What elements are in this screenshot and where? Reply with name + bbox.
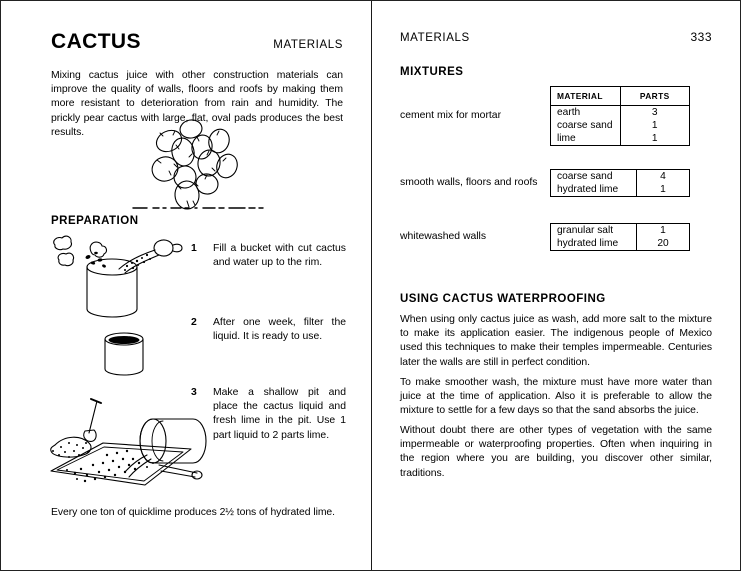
table-row: [551, 119, 690, 132]
bucket-with-cactus-and-water-illustration: [47, 233, 189, 319]
quicklime-caption: Every one ton of quicklime produces 2½ tons of hydrated lime.: [51, 507, 336, 518]
mixture-table: [550, 169, 690, 197]
step-2-text: After one week, filter the liquid. It is ready to use.: [213, 317, 346, 343]
cell-material: coarse sand: [557, 171, 613, 182]
running-head-left: MATERIALS: [273, 39, 343, 51]
cell-material: hydrated lime: [557, 238, 619, 249]
intro-paragraph: Mixing cactus juice with other construction materials can improve the quality of walls, floors and roofs by making them more resistant to deterioration from rain and humidity. The prickly pear cactus with large, flat, oval pads produces the best results.: [51, 70, 343, 138]
using-cactus-waterproofing-heading: USING CACTUS WATERPROOFING: [400, 293, 606, 305]
table-row: [551, 170, 690, 184]
mixture-table: [550, 223, 690, 251]
using-paragraph-1: When using only cactus juice as wash, add more salt to the mixture to make its application easier. The indigenous people of Mexico used this techniques to make their temples impermeable. Centuries later the walls are still in perfect condition.: [400, 314, 712, 368]
cell-parts: 1: [637, 224, 690, 238]
mixture-label: cement mix for mortar: [400, 109, 502, 121]
mixture-table-body: [551, 170, 690, 197]
right-page-header: [400, 31, 712, 45]
two-page-spread: [1, 1, 741, 571]
left-page-header: [51, 31, 343, 52]
cell-material: earth: [557, 107, 581, 118]
table-header-row: [551, 87, 690, 106]
table-row: [551, 224, 690, 238]
cell-parts: 4: [637, 170, 690, 184]
step-1-text: Fill a bucket with cut cactus and water up to the rim.: [213, 243, 346, 269]
bucket-with-filtered-liquid-illustration: [96, 329, 166, 381]
cell-parts: 1: [620, 132, 690, 146]
step-3-number: 3: [191, 387, 197, 398]
cell-material: coarse sand: [557, 120, 613, 131]
table-row: [551, 183, 690, 197]
cell-parts: 3: [620, 106, 690, 120]
preparation-heading: PREPARATION: [51, 215, 139, 227]
mixture-block-cement-mix: [400, 86, 714, 146]
mixture-label: smooth walls, floors and roofs: [400, 176, 538, 188]
step-1-number: 1: [191, 243, 197, 254]
mixture-table: [550, 86, 690, 146]
column-header-parts: PARTS: [620, 87, 690, 106]
page-number: 333: [690, 30, 712, 44]
step-2: [191, 316, 346, 344]
step-3: [191, 386, 346, 443]
mixture-table-body: [551, 106, 690, 146]
mixture-label: whitewashed walls: [400, 230, 487, 242]
table-row: [551, 106, 690, 120]
step-1: [191, 242, 346, 270]
cell-parts: 1: [637, 183, 690, 197]
cell-material: granular salt: [557, 225, 614, 236]
cell-parts: 20: [637, 237, 690, 251]
mixture-block-whitewashed-walls: [400, 223, 714, 251]
step-3-text: Make a shallow pit and place the cactus liquid and fresh lime in the pit. Use 1 part liquid to 2 parts lime.: [213, 387, 346, 441]
table-row: [551, 237, 690, 251]
page-title: CACTUS: [51, 30, 141, 53]
cell-material: hydrated lime: [557, 184, 619, 195]
cell-material: lime: [557, 133, 576, 144]
right-page: [372, 1, 741, 571]
mixture-table-body: [551, 224, 690, 251]
cell-parts: 1: [620, 119, 690, 132]
mixtures-heading: MIXTURES: [400, 66, 464, 78]
prickly-pear-cactus-illustration: [119, 119, 279, 211]
running-head-right: MATERIALS: [400, 32, 470, 44]
using-paragraph-2: To make smoother wash, the mixture must have more water than juice at the time of application. Also it is preferable to allow the mixture to settle for a few days so that the sand absorbs the juice.: [400, 377, 712, 417]
using-paragraph-3: Without doubt there are other types of vegetation with the same impermeable or waterproofing properties. Often when inquiring in the region where you are building, you discover other similar, traditions.: [400, 425, 712, 479]
mixture-block-smooth-walls: [400, 169, 714, 197]
mixture-table-head: [551, 87, 690, 106]
table-row: [551, 132, 690, 146]
step-2-number: 2: [191, 317, 197, 328]
left-page: [1, 1, 372, 571]
column-header-material: MATERIAL: [551, 87, 621, 106]
